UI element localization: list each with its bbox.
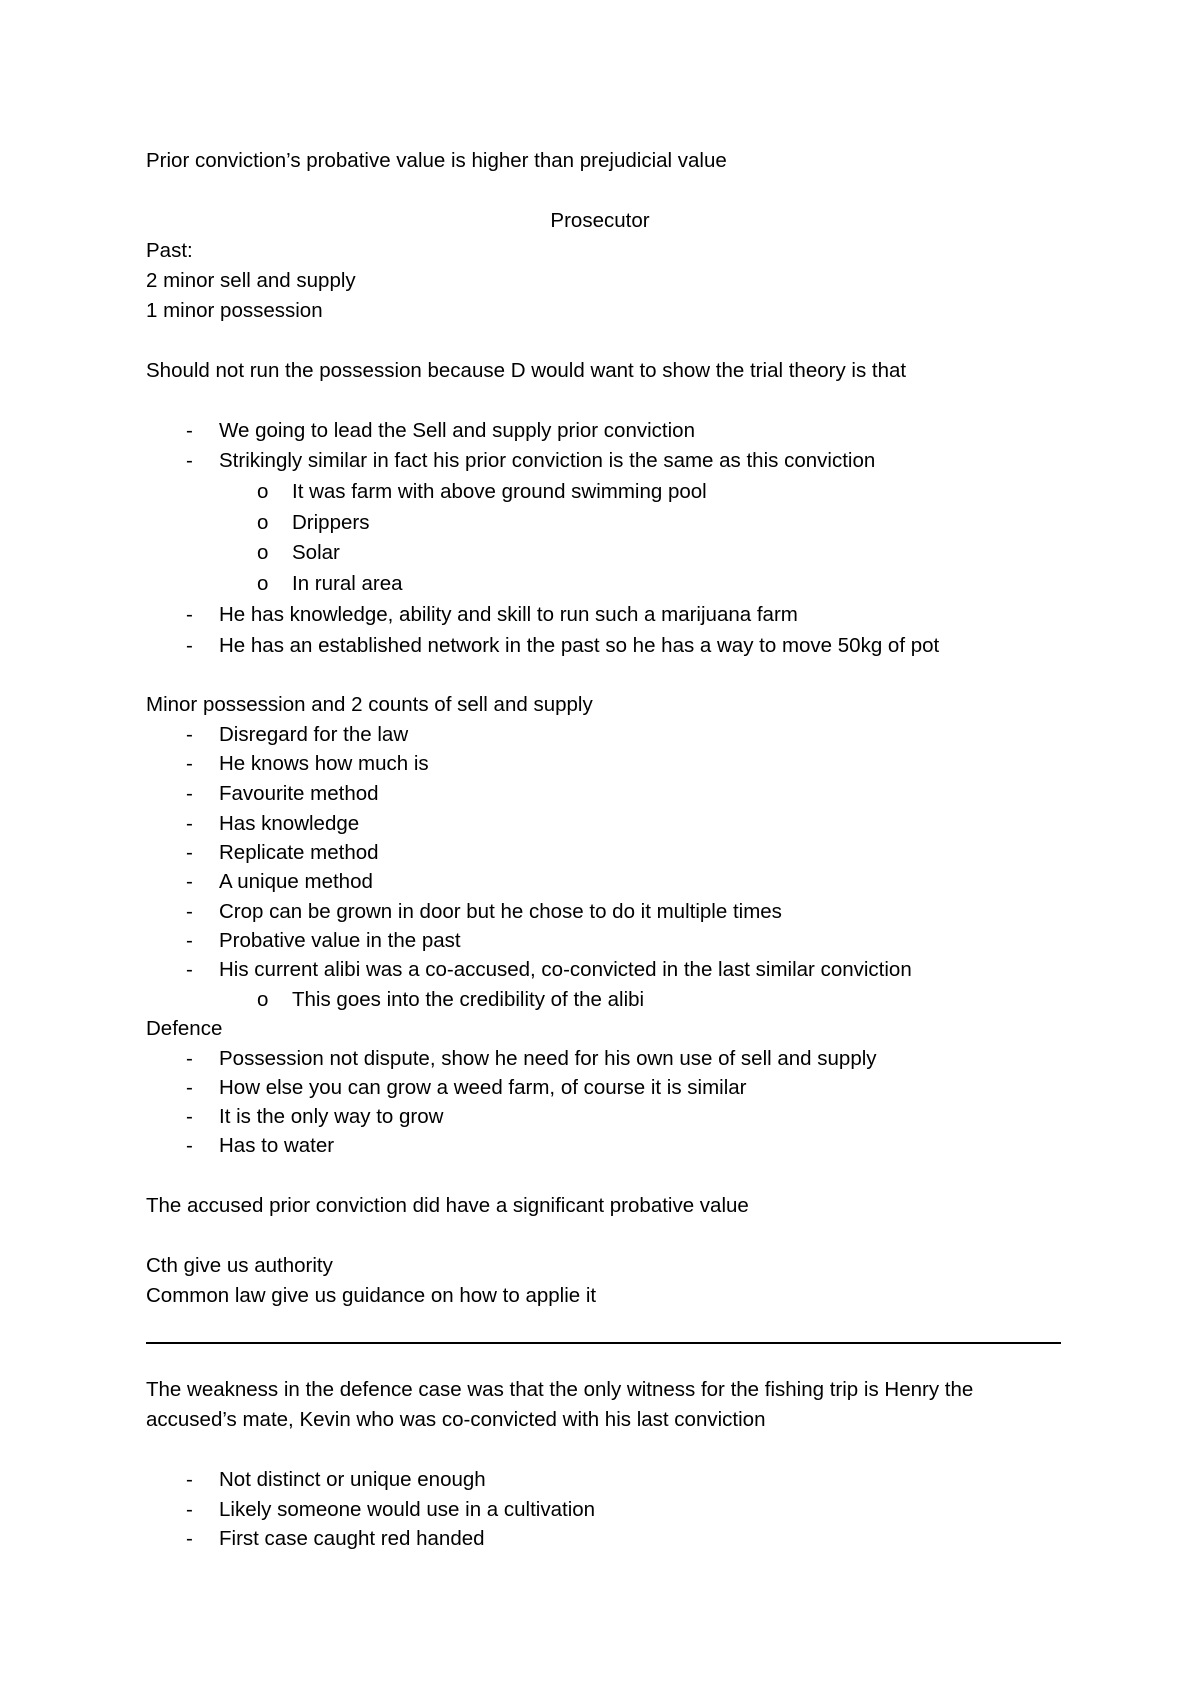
circle-bullet: o <box>257 988 269 1011</box>
sub-list-item-text: It was farm with above ground swimming pool <box>292 480 707 503</box>
dash-bullet: - <box>186 603 193 626</box>
circle-bullet: o <box>257 511 269 534</box>
list-item-text: Not distinct or unique enough <box>219 1468 486 1491</box>
list-item-text: Favourite method <box>219 782 379 805</box>
circle-bullet: o <box>257 572 269 595</box>
list-item-text: Has to water <box>219 1134 335 1157</box>
dash-bullet: - <box>186 870 193 893</box>
dash-bullet: - <box>186 1105 193 1128</box>
dash-bullet: - <box>186 958 193 981</box>
dash-bullet: - <box>186 782 193 805</box>
paragraph: The accused prior conviction did have a significant probative value <box>146 1194 749 1217</box>
sub-list-item-text: In rural area <box>292 572 403 595</box>
sub-list-item-text: This goes into the credibility of the alibi <box>292 988 645 1011</box>
paragraph: The weakness in the defence case was that the only witness for the fishing trip is Henry the <box>146 1378 974 1401</box>
dash-bullet: - <box>186 812 193 835</box>
dash-bullet: - <box>186 419 193 442</box>
defence-title: Defence <box>146 1017 223 1040</box>
list-item-text: Strikingly similar in fact his prior conviction is the same as this conviction <box>219 449 876 472</box>
paragraph: accused’s mate, Kevin who was co-convicted with his last conviction <box>146 1408 766 1431</box>
dash-bullet: - <box>186 841 193 864</box>
dash-bullet: - <box>186 1468 193 1491</box>
dash-bullet: - <box>186 449 193 472</box>
list-item-text: He has an established network in the past so he has a way to move 50kg of pot <box>219 634 940 657</box>
dash-bullet: - <box>186 752 193 775</box>
list-item-text: He knows how much is <box>219 752 429 775</box>
list-item-text: Crop can be grown in door but he chose to do it multiple times <box>219 900 782 923</box>
list-item-text: His current alibi was a co-accused, co-convicted in the last similar conviction <box>219 958 912 981</box>
prosecutor-title: Prosecutor <box>550 209 650 232</box>
past-item: 1 minor possession <box>146 299 323 322</box>
past-label: Past: <box>146 239 193 262</box>
list-item-text: Has knowledge <box>219 812 360 835</box>
circle-bullet: o <box>257 480 269 503</box>
list-item-text: A unique method <box>219 870 373 893</box>
dash-bullet: - <box>186 634 193 657</box>
list-item-text: Disregard for the law <box>219 723 409 746</box>
list-item-text: We going to lead the Sell and supply prior conviction <box>219 419 695 442</box>
dash-bullet: - <box>186 929 193 952</box>
circle-bullet: o <box>257 541 269 564</box>
list-item-text: Probative value in the past <box>219 929 461 952</box>
dash-bullet: - <box>186 1134 193 1157</box>
list-item-text: First case caught red handed <box>219 1527 485 1550</box>
list-item-text: How else you can grow a weed farm, of course it is similar <box>219 1076 747 1099</box>
section-heading: Minor possession and 2 counts of sell and supply <box>146 693 593 716</box>
dash-bullet: - <box>186 1076 193 1099</box>
paragraph: Common law give us guidance on how to applie it <box>146 1284 597 1307</box>
list-item-text: Likely someone would use in a cultivation <box>219 1498 596 1521</box>
dash-bullet: - <box>186 1527 193 1550</box>
paragraph: Cth give us authority <box>146 1254 333 1277</box>
dash-bullet: - <box>186 1047 193 1070</box>
horizontal-rule <box>146 1342 1061 1344</box>
list-item-text: Replicate method <box>219 841 379 864</box>
sub-list-item-text: Drippers <box>292 511 370 534</box>
list-item-text: It is the only way to grow <box>219 1105 444 1128</box>
dash-bullet: - <box>186 723 193 746</box>
list-item-text: He has knowledge, ability and skill to run such a marijuana farm <box>219 603 798 626</box>
dash-bullet: - <box>186 900 193 923</box>
document-heading: Prior conviction’s probative value is higher than prejudicial value <box>146 149 727 172</box>
paragraph: Should not run the possession because D would want to show the trial theory is that <box>146 359 907 382</box>
list-item-text: Possession not dispute, show he need for his own use of sell and supply <box>219 1047 877 1070</box>
past-item: 2 minor sell and supply <box>146 269 356 292</box>
sub-list-item-text: Solar <box>292 541 340 564</box>
dash-bullet: - <box>186 1498 193 1521</box>
